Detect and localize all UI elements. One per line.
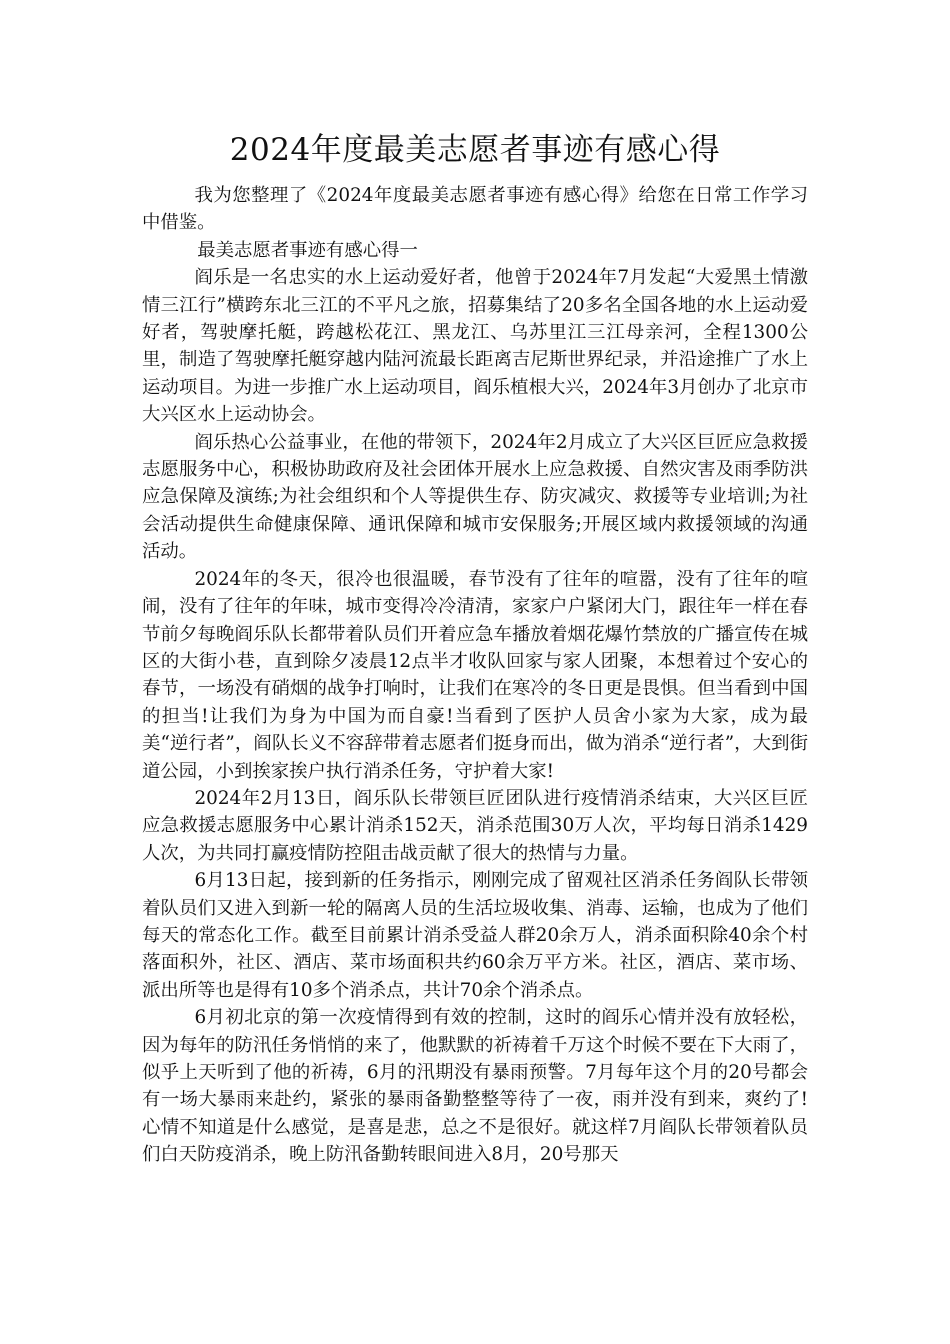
section-heading: 最美志愿者事迹有感心得一	[197, 239, 418, 261]
body-paragraph-5: 6月13日起，接到新的任务指示，刚刚完成了留观社区消杀任务阎队长带领着队员们又进入到新一轮的隔离人员的生活垃圾收集、消毒、运输，也成为了他们每天的常态化工作。截至目前累计消杀受益人群20余万人，消杀面积除40余个村落面积外，社区、酒店、菜市场面积共约60余万平方米。社区，酒店、菜市场、派出所等也是得有10多个消杀点，共计70余个消杀点。	[142, 870, 808, 1001]
intro-paragraph: 我为您整理了《2024年度最美志愿者事迹有感心得》给您在日常工作学习中借鉴。	[142, 185, 808, 234]
body-paragraph-1: 阎乐是一名忠实的水上运动爱好者，他曾于2024年7月发起“大爱黑土情激情三江行”横跨东北三江的不平凡之旅，招募集结了20多名全国各地的水上运动爱好者，驾驶摩托艇，跨越松花江、黑龙江、乌苏里江三江母亲河，全程1300公里，制造了驾驶摩托艇穿越内陆河流最长距离吉尼斯世界纪录，并沿途推广了水上运动项目。为进一步推广水上运动项目，阎乐植根大兴，2024年3月创办了北京市大兴区水上运动协会。	[142, 267, 808, 426]
document-title: 2024年度最美志愿者事迹有感心得	[229, 132, 721, 168]
document-page	[142, 128, 808, 1169]
body-paragraph-3: 2024年的冬天，很冷也很温暖，春节没有了往年的喧嚣，没有了往年的喧闹，没有了往年的年味，城市变得冷冷清清，家家户户紧闭大门，跟往年一样在春节前夕每晚阎乐队长都带着队员们开着应急车播放着烟花爆竹禁放的广播宣传在城区的大街小巷，直到除夕凌晨12点半才收队回家与家人团聚，本想着过个安心的春节，一场没有硝烟的战争打响时，让我们在寒冷的冬日更是畏惧。但当看到中国的担当!让我们为身为中国为而自豪!当看到了医护人员舍小家为大家，成为最美“逆行者”，阎队长义不容辞带着志愿者们挺身而出，做为消杀“逆行者”，大到街道公园，小到挨家挨户执行消杀任务，守护着大家!	[142, 568, 808, 782]
body-paragraph-4: 2024年2月13日，阎乐队长带领巨匠团队进行疫情消杀结束，大兴区巨匠应急救援志愿服务中心累计消杀152天，消杀范围30万人次，平均每日消杀1429人次，为共同打赢疫情防控阻击战贡献了很大的热情与力量。	[142, 787, 808, 864]
body-paragraph-2: 阎乐热心公益事业，在他的带领下，2024年2月成立了大兴区巨匠应急救援志愿服务中心，积极协助政府及社会团体开展水上应急救援、自然灾害及雨季防洪应急保障及演练;为社会组织和个人等提供生存、防灾减灾、救援等专业培训;为社会活动提供生命健康保障、通讯保障和城市安保服务;开展区域内救援领域的沟通活动。	[142, 431, 808, 563]
body-paragraph-6: 6月初北京的第一次疫情得到有效的控制，这时的阎乐心情并没有放轻松，因为每年的防汛任务悄悄的来了，他默默的祈祷着千万这个时候不要在下大雨了，似乎上天听到了他的祈祷，6月的汛期没有暴雨预警。7月每年这个月的20号都会有一场大暴雨来赴约，紧张的暴雨备勤整整等待了一夜，雨并没有到来，爽约了!心情不知道是什么感觉，是喜是悲，总之不是很好。就这样7月阎队长带领着队员们白天防疫消杀，晚上防汛备勤转眼间进入8月，20号那天	[142, 1007, 808, 1166]
